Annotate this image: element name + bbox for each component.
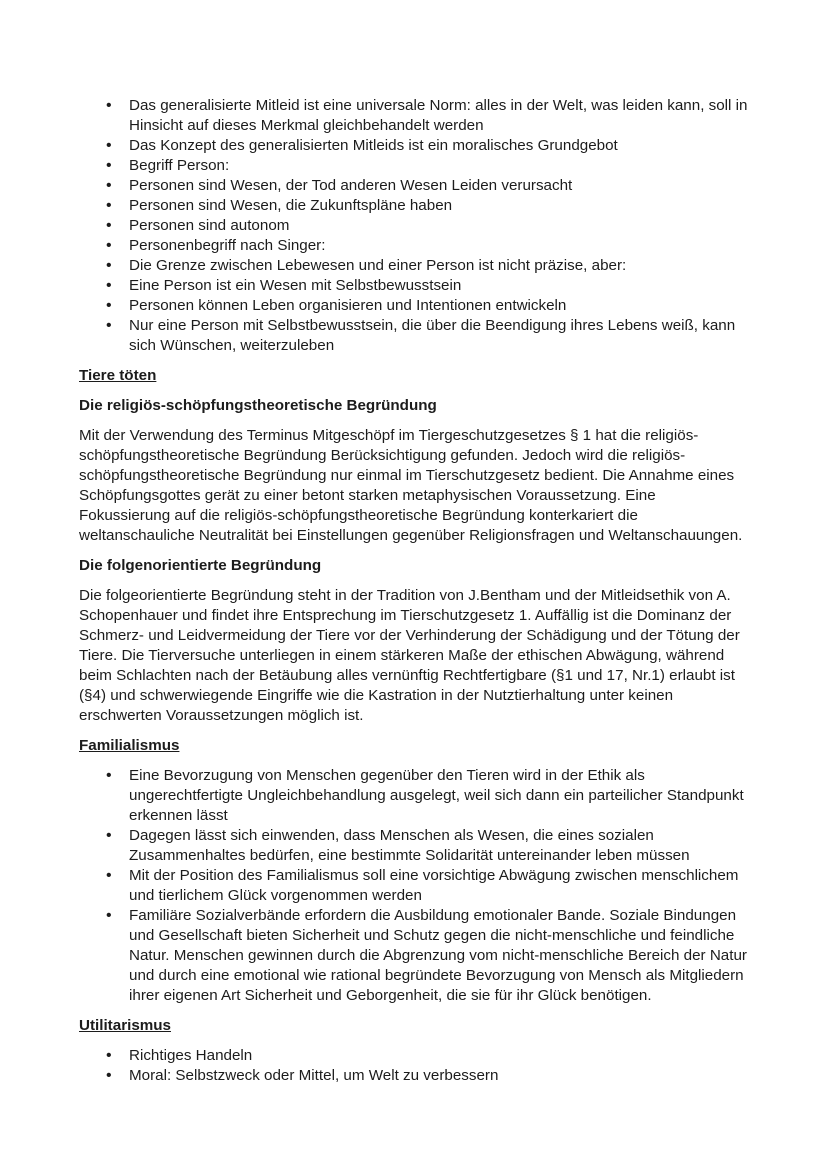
list-item: • Das Konzept des generalisierten Mitleids ist ein moralisches Grundgebot xyxy=(79,136,750,156)
utilitarismus-bullet-list xyxy=(79,1046,750,1086)
list-item: • Begriff Person: xyxy=(79,156,750,176)
section-heading-tiere-toeten xyxy=(79,366,750,386)
heading-text: Utilitarismus xyxy=(79,1017,171,1034)
heading-text: Familialismus xyxy=(79,737,180,754)
list-item: • Eine Bevorzugung von Menschen gegenüber den Tieren wird in der Ethik als ungerechtfertigte Ungleichbehandlung ausgelegt, weil sich dann ein parteilicher Standpunkt erkennen lässt xyxy=(79,766,750,826)
heading-text: Die folgenorientierte Begründung xyxy=(79,557,322,574)
section-heading-folgenorientiert xyxy=(79,556,750,576)
paragraph-folgenorientiert: Die folgeorientierte Begründung steht in der Tradition von J.Bentham und der Mitleidsethik von A. Schopenhauer und findet ihre Entsprechung im Tierschutzgesetz 1. Auffällig ist die Dominanz der Schmerz- und Leidvermeidung der Tiere vor der Verhinderung der Schädigung und der Tötung der Tiere. Die Tierversuche unterliegen in einem stärkeren Maße der ethischen Abwägung, während beim Schlachten nach der Betäubung alles vernünftig Rechtfertigbare (§1 und 17, Nr.1) erlaubt ist (§4) und schwerwiegende Eingriffe wie die Kastration in der Nutztierhaltung unter keinen erschwerten Voraussetzungen möglich ist. xyxy=(79,587,740,724)
section-heading-utilitarismus xyxy=(79,1016,750,1036)
familialismus-bullet-list xyxy=(79,766,750,1006)
list-item: • Eine Person ist ein Wesen mit Selbstbewusstsein xyxy=(79,276,750,296)
list-item: • Familiäre Sozialverbände erfordern die Ausbildung emotionaler Bande. Soziale Bindungen und Gesellschaft bieten Sicherheit und Schutz gegen die nicht-menschliche und feindliche Natur. Menschen gewinnen durch die Abgrenzung vom nicht-menschliche Bereich der Natur und durch eine emotional wie rational begründete Bevorzugung von Mensch als Mitgliedern ihrer eigenen Art Sicherheit und Geborgenheit, die sie für ihr Glück benötigen. xyxy=(79,906,750,1006)
list-item: • Personen sind autonom xyxy=(79,216,750,236)
heading-text: Die religiös-schöpfungstheoretische Begründung xyxy=(79,397,437,414)
list-item: • Das generalisierte Mitleid ist eine universale Norm: alles in der Welt, was leiden kann, soll in Hinsicht auf dieses Merkmal gleichbehandelt werden xyxy=(79,96,750,136)
list-item: • Personen sind Wesen, der Tod anderen Wesen Leiden verursacht xyxy=(79,176,750,196)
list-item: • Richtiges Handeln xyxy=(79,1046,750,1066)
person-bullet-list xyxy=(79,96,750,356)
list-item: • Personenbegriff nach Singer: xyxy=(79,236,750,256)
list-item: • Nur eine Person mit Selbstbewusstsein, die über die Beendigung ihres Lebens weiß, kann sich Wünschen, weiterzuleben xyxy=(79,316,750,356)
list-item: • Personen sind Wesen, die Zukunftspläne haben xyxy=(79,196,750,216)
list-item: • Moral: Selbstzweck oder Mittel, um Welt zu verbessern xyxy=(79,1066,750,1086)
list-item: • Dagegen lässt sich einwenden, dass Menschen als Wesen, die eines sozialen Zusammenhaltes bedürfen, eine bestimmte Solidarität untereinander leben müssen xyxy=(79,826,750,866)
paragraph-religioes: Mit der Verwendung des Terminus Mitgeschöpf im Tiergeschutzgesetzes § 1 hat die religiös-schöpfungstheoretische Begründung Berücksichtigung gefunden. Jedoch wird die religiös-schöpfungstheoretische Begründung nur einmal im Tierschutzgesetz bedient. Die Annahme eines Schöpfungsgottes gerät zu einer betont starken metaphysischen Voraussetzung. Eine Fokussierung auf die religiös-schöpfungstheoretische Begründung konterkariert die weltanschauliche Neutralität bei Einstellungen gegenüber Religionsfragen und Weltanschauungen. xyxy=(79,427,743,544)
heading-text: Tiere töten xyxy=(79,367,157,384)
list-item: • Personen können Leben organisieren und Intentionen entwickeln xyxy=(79,296,750,316)
section-heading-familialismus xyxy=(79,736,750,756)
list-item: • Die Grenze zwischen Lebewesen und einer Person ist nicht präzise, aber: xyxy=(79,256,750,276)
list-item: • Mit der Position des Familialismus soll eine vorsichtige Abwägung zwischen menschlichem und tierlichem Glück vorgenommen werden xyxy=(79,866,750,906)
section-heading-religioes xyxy=(79,396,750,416)
